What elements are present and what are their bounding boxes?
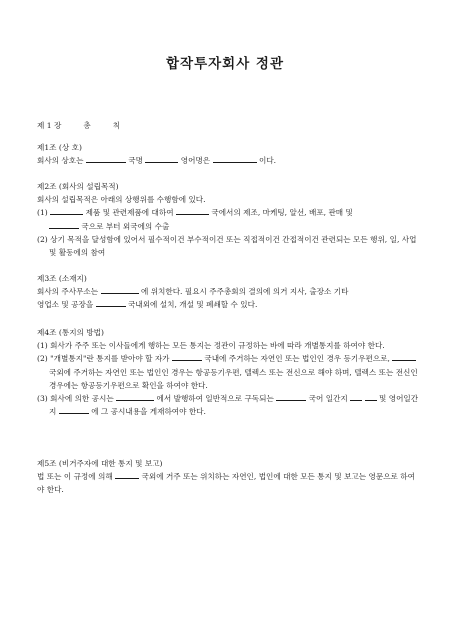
blank-field [213, 154, 257, 163]
article-3 [37, 272, 422, 312]
article-4-item-2: (2) "개별통지"란 통지를 받아야 할 자가 국내에 주거하는 자연인 또는 법인인 경우 등기우편으로, 국외에 주거하는 자연인 또는 법인인 경우는 항공등기우편, 텔렉스 또는 전신으로 해야 하며, 텔렉스 또는 전신인 경우에는 항공등기우편으로 확인을 하여야 한다. [37, 354, 418, 390]
blank-field [59, 405, 89, 414]
blank-field [50, 206, 83, 215]
chapter-name-2: 칙 [112, 121, 121, 130]
blank-field [86, 154, 126, 163]
article-4-item-3: (3) 회사에 의한 공시는 에서 발행하여 일반적으로 구독되는 국어 일간지 및 영어일간지 에 그 공시내용을 게재하여야 한다. [37, 394, 419, 417]
chapter-name-1: 총 [83, 121, 91, 130]
blank-field [276, 392, 306, 401]
blank-field [115, 470, 139, 479]
article-4 [37, 326, 422, 418]
blank-field [96, 298, 126, 307]
article-2 [37, 180, 422, 259]
article-5-heading: 제5조 (비거주자에 대한 통지 및 보고) [37, 459, 163, 468]
article-4-heading: 제4조 (통지의 방법) [37, 328, 104, 337]
article-3-heading: 제3조 (소재지) [37, 274, 87, 283]
blank-field [350, 392, 362, 401]
blank-field [172, 352, 202, 361]
article-1 [37, 141, 422, 167]
article-2-item-1: (1) 제품 및 관련제품에 대하여 국에서의 제조, 마케팅, 알선, 배포, 판매 및 국으로 부터 외국에의 수출 [37, 208, 353, 231]
article-2-heading: 제2조 (회사의 설립목적) [37, 182, 119, 191]
blank-field [101, 285, 139, 294]
blank-field [176, 206, 209, 215]
article-2-item-2: (2) 상기 목적을 달성함에 있어서 필수적이건 부수적이건 또는 직접적이건 간접적이건 관련되는 모든 행위, 일, 사업 및 활동에의 참여 [37, 234, 417, 258]
document-title: 합작투자회사 정관 [165, 56, 285, 72]
blank-field [392, 352, 416, 361]
article-5-text: 법 또는 이 규정에 의해 국외에 거주 또는 위치하는 자연인, 법인에 대한 모든 통지 및 보고는 영문으로 하여야 한다. [37, 472, 415, 495]
article-1-text: 회사의 상호는 국명 영어명은 이다. [37, 156, 277, 166]
article-2-intro: 회사의 설립목적은 아래의 상행위를 수행함에 있다. [37, 195, 206, 205]
article-4-item-1: (1) 회사가 주주 또는 이사들에게 행하는 모든 통지는 정관이 규정하는 바에 따라 개별통지를 하여야 한다. [37, 341, 385, 351]
chapter-heading [37, 120, 142, 131]
chapter-number: 제 1 장 [37, 121, 62, 130]
blank-field [365, 392, 377, 401]
article-5 [37, 457, 422, 497]
blank-field [49, 220, 79, 229]
blank-field [116, 392, 154, 401]
article-1-heading: 제1조 (상 호) [37, 143, 82, 152]
article-3-text-2: 영업소 및 공장을 국내외에 설치, 개설 및 폐쇄할 수 있다. [37, 300, 258, 310]
blank-field [145, 154, 178, 163]
article-3-text: 회사의 주사무소는 에 위치한다. 필요시 주주총회의 결의에 의거 지사, 출장소 기타 [37, 287, 349, 297]
